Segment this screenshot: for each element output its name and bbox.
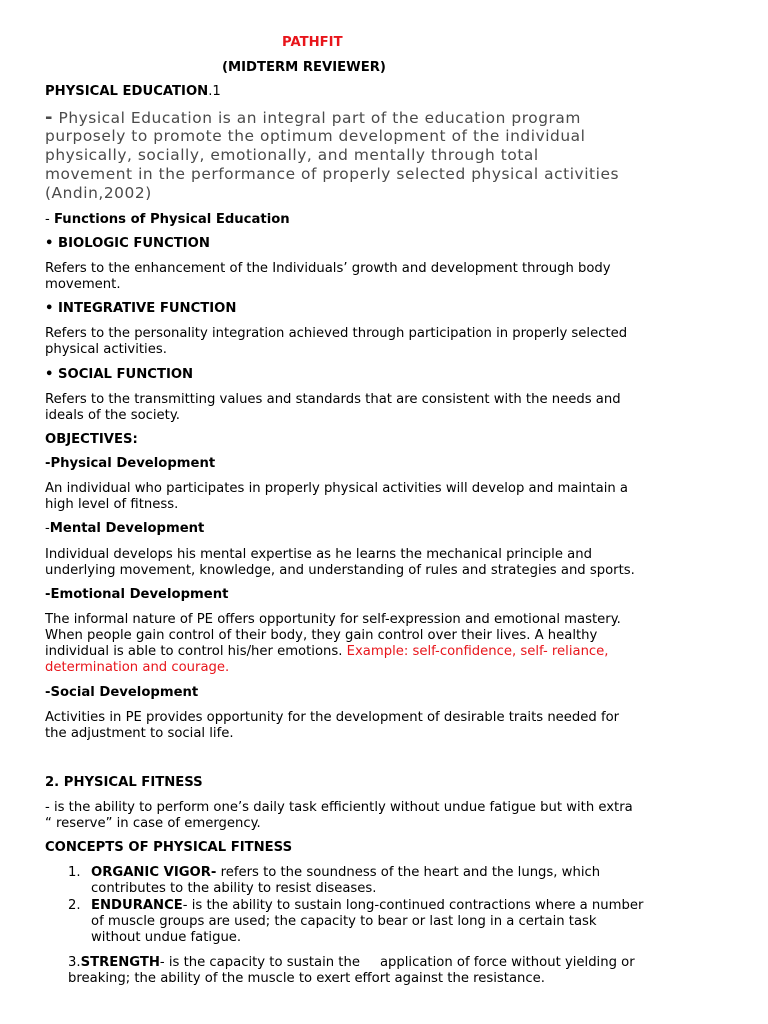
social-line-1: Refers to the transmitting values and standards that are consistent with the needs and [45,392,621,407]
emotional-development-heading: -Emotional Development [45,587,229,602]
concept-term: ENDURANCE [91,898,183,913]
social-function-heading: • SOCIAL FUNCTION [45,367,194,382]
section-heading-physical-education [45,84,221,100]
concept-text: application of force without yielding or [379,955,635,970]
concept-text: - is the ability to sustain long-continued contractions where a number [182,898,644,913]
concept-item-endurance [91,898,643,914]
physical-dev-line-2: high level of fitness. [45,497,179,512]
intro-dash: - [45,107,54,128]
biologic-line-1: Refers to the enhancement of the Individuals’ growth and development through body [45,261,611,276]
intro-line-1 [45,108,581,128]
biologic-function-heading: • BIOLOGIC FUNCTION [45,236,210,251]
concept-item-continuation: contributes to the ability to resist diseases. [91,881,377,896]
emotional-text: individual is able to control his/her emotions. [45,644,347,659]
concept-item-number: 1. [68,865,81,880]
social-development-heading: -Social Development [45,685,199,700]
intro-line-3: physically, socially, emotionally, and mentally through total [45,146,539,164]
concepts-heading: CONCEPTS OF PHYSICAL FITNESS [45,840,293,855]
concept-item-continuation: breaking; the ability of the muscle to exert effort against the resistance. [68,971,545,986]
concept-item-strength [68,955,635,971]
functions-heading [45,212,290,228]
intro-line-4: movement in the performance of properly selected physical activities [45,165,620,183]
intro-line-5: (Andin,2002) [45,184,152,202]
concept-number: 3. [68,955,81,970]
mental-dev-line-1: Individual develops his mental expertise as he learns the mechanical principle and [45,547,592,562]
section-heading-physical-fitness: 2. PHYSICAL FITNESS [45,775,203,790]
social-dev-line-1: Activities in PE provides opportunity for the development of desirable traits needed for [45,710,620,725]
mental-heading-text: Mental Development [49,521,205,536]
concept-text: - is the capacity to sustain the [159,955,360,970]
concept-term: ORGANIC VIGOR- [91,865,217,880]
section-heading-text: PHYSICAL EDUCATION [45,84,209,99]
functions-heading-text: Functions of Physical Education [53,212,290,227]
intro-line-2: purposely to promote the optimum development of the individual [45,127,586,145]
doc-title: PATHFIT [282,35,343,50]
emotional-example: Example: self-confidence, self- reliance, [346,644,609,659]
mental-development-heading [45,521,204,537]
concept-item-continuation: of muscle groups are used; the capacity to bear or last long in a certain task [91,914,597,929]
fitness-def-line-2: “ reserve” in case of emergency. [45,816,261,831]
doc-subtitle: (MIDTERM REVIEWER) [222,60,386,75]
social-line-2: ideals of the society. [45,408,180,423]
emotional-dev-line-4: determination and courage. [45,660,230,675]
physical-dev-line-1: An individual who participates in properly physical activities will develop and maintain a [45,481,629,496]
integrative-line-1: Refers to the personality integration achieved through participation in properly selected [45,326,628,341]
mental-dash: - [45,521,50,536]
concept-item-organic-vigor [91,865,600,881]
section-heading-number: .1 [208,84,221,99]
physical-development-heading: -Physical Development [45,456,216,471]
concept-item-number: 2. [68,898,81,913]
emotional-dev-line-2: When people gain control of their body, they gain control over their lives. A healthy [45,628,598,643]
concept-item-continuation: without undue fatigue. [91,930,242,945]
social-dev-line-2: the adjustment to social life. [45,726,234,741]
emotional-dev-line-1: The informal nature of PE offers opportunity for self-expression and emotional mastery. [45,612,621,627]
objectives-heading: OBJECTIVES: [45,432,138,447]
concept-text: refers to the soundness of the heart and the lungs, which [216,865,601,880]
biologic-line-2: movement. [45,277,121,292]
mental-dev-line-2: underlying movement, knowledge, and understanding of rules and strategies and sports. [45,563,635,578]
concept-term: STRENGTH [80,955,160,970]
fitness-def-line-1: - is the ability to perform one’s daily task efficiently without undue fatigue but with extra [45,800,633,815]
functions-dash: - [45,212,54,227]
emotional-dev-line-3 [45,644,608,660]
intro-text: Physical Education is an integral part of the education program [58,109,581,127]
integrative-line-2: physical activities. [45,342,167,357]
integrative-function-heading: • INTEGRATIVE FUNCTION [45,301,237,316]
